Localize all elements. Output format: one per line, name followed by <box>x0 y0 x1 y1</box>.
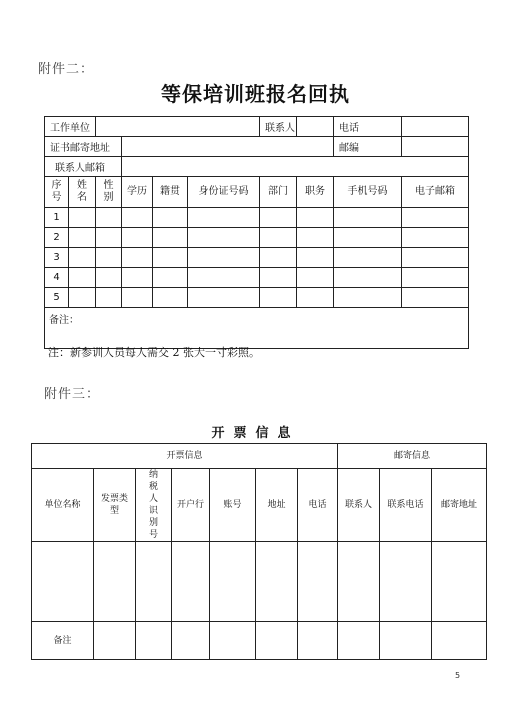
table-cell[interactable] <box>188 288 260 308</box>
table-cell[interactable] <box>153 228 188 248</box>
table-cell[interactable] <box>260 248 297 268</box>
invoice-column-header: 地址 <box>256 469 298 542</box>
table-cell[interactable] <box>69 208 96 228</box>
table-cell[interactable] <box>338 622 380 660</box>
postcode-field[interactable] <box>402 137 469 157</box>
invoice-group-header: 开票信息 <box>32 444 338 469</box>
invoice-column-header: 联系电话 <box>380 469 432 542</box>
table-row <box>45 288 469 308</box>
table-cell[interactable] <box>298 542 338 622</box>
cert-address-field[interactable] <box>122 137 334 157</box>
mail-group-header: 邮寄信息 <box>338 444 487 469</box>
form-column-header: 身份证号码 <box>188 177 260 208</box>
table-cell[interactable] <box>210 622 256 660</box>
table-cell[interactable] <box>298 622 338 660</box>
table-cell[interactable] <box>69 248 96 268</box>
table-cell[interactable] <box>188 268 260 288</box>
table-cell[interactable] <box>338 542 380 622</box>
invoice-header-row <box>32 469 487 542</box>
invoice-column-header: 电话 <box>298 469 338 542</box>
table-cell[interactable] <box>172 622 210 660</box>
table-cell[interactable] <box>260 268 297 288</box>
table-cell[interactable] <box>153 208 188 228</box>
invoice-column-header: 联系人 <box>338 469 380 542</box>
table-cell[interactable] <box>94 542 136 622</box>
invoice-column-header: 账号 <box>210 469 256 542</box>
table-cell[interactable] <box>153 248 188 268</box>
form-column-header: 学历 <box>122 177 153 208</box>
phone-field[interactable] <box>402 117 469 137</box>
table-row <box>45 228 469 248</box>
form-column-header: 部门 <box>260 177 297 208</box>
photo-note: 注：新参训人员每人需交 2 张大一寸彩照。 <box>48 346 260 359</box>
table-cell[interactable] <box>69 288 96 308</box>
table-cell[interactable] <box>297 288 334 308</box>
table-cell[interactable] <box>402 208 469 228</box>
contact-label: 联系人 <box>260 117 297 137</box>
contact-field[interactable] <box>297 117 334 137</box>
form-column-header: 职务 <box>297 177 334 208</box>
table-row <box>45 248 469 268</box>
table-cell[interactable] <box>432 622 487 660</box>
table-cell[interactable] <box>96 208 122 228</box>
form-column-header: 序号 <box>45 177 69 208</box>
table-cell[interactable] <box>32 542 94 622</box>
invoice-column-header: 纳税人识别号 <box>136 469 172 542</box>
invoice-column-header: 单位名称 <box>32 469 94 542</box>
invoice-column-header: 开户行 <box>172 469 210 542</box>
invoice-column-header: 发票类型 <box>94 469 136 542</box>
contact-email-field[interactable] <box>122 157 469 177</box>
invoice-title: 开票信息 <box>211 426 300 441</box>
form-row-email <box>45 157 469 177</box>
row-number: 4 <box>45 268 69 288</box>
table-row <box>45 268 469 288</box>
cert-address-label: 证书邮寄地址 <box>45 137 122 157</box>
form-body <box>45 208 469 308</box>
table-cell[interactable] <box>153 288 188 308</box>
table-cell[interactable] <box>402 248 469 268</box>
table-cell[interactable] <box>136 542 172 622</box>
table-cell[interactable] <box>260 228 297 248</box>
contact-email-label: 联系人邮箱 <box>45 157 122 177</box>
table-cell[interactable] <box>122 208 153 228</box>
table-cell[interactable] <box>188 248 260 268</box>
work-unit-label: 工作单位 <box>45 117 96 137</box>
table-cell[interactable] <box>402 268 469 288</box>
row-number: 2 <box>45 228 69 248</box>
table-cell[interactable] <box>188 228 260 248</box>
form-row-remark <box>45 308 469 349</box>
work-unit-field[interactable] <box>96 117 260 137</box>
table-cell[interactable] <box>334 248 402 268</box>
table-cell[interactable] <box>69 268 96 288</box>
table-cell[interactable] <box>256 622 298 660</box>
registration-form-table <box>44 116 469 349</box>
invoice-remark-label: 备注 <box>32 622 94 660</box>
table-cell[interactable] <box>96 268 122 288</box>
table-cell[interactable] <box>380 622 432 660</box>
table-cell[interactable] <box>94 622 136 660</box>
form-column-header: 姓名 <box>69 177 96 208</box>
registration-form-title: 等保培训班报名回执 <box>161 82 350 106</box>
invoice-remark-row <box>32 622 487 660</box>
attachment-2-label: 附件二： <box>38 62 95 77</box>
invoice-table <box>31 443 487 660</box>
row-number: 1 <box>45 208 69 228</box>
invoice-group-row <box>32 444 487 469</box>
table-cell[interactable] <box>297 248 334 268</box>
table-cell[interactable] <box>334 228 402 248</box>
table-cell[interactable] <box>136 622 172 660</box>
table-cell[interactable] <box>122 228 153 248</box>
table-cell[interactable] <box>260 208 297 228</box>
table-cell[interactable] <box>153 268 188 288</box>
table-cell[interactable] <box>260 288 297 308</box>
form-row-address <box>45 137 469 157</box>
table-cell[interactable] <box>172 542 210 622</box>
table-cell[interactable] <box>432 542 487 622</box>
table-row <box>45 208 469 228</box>
table-cell[interactable] <box>188 208 260 228</box>
table-cell[interactable] <box>297 208 334 228</box>
form-column-header: 手机号码 <box>334 177 402 208</box>
table-cell[interactable] <box>334 268 402 288</box>
table-cell[interactable] <box>380 542 432 622</box>
row-number: 3 <box>45 248 69 268</box>
table-cell[interactable] <box>210 542 256 622</box>
table-cell[interactable] <box>96 228 122 248</box>
remark-field[interactable]: 备注： <box>45 308 469 349</box>
table-cell[interactable] <box>122 268 153 288</box>
table-cell[interactable] <box>402 288 469 308</box>
table-cell[interactable] <box>334 288 402 308</box>
postcode-label: 邮编 <box>334 137 402 157</box>
row-number: 5 <box>45 288 69 308</box>
form-header-row <box>45 177 469 208</box>
form-row-work-unit <box>45 117 469 137</box>
table-cell[interactable] <box>96 248 122 268</box>
table-cell[interactable] <box>69 228 96 248</box>
form-column-header: 电子邮箱 <box>402 177 469 208</box>
form-column-header: 性别 <box>96 177 122 208</box>
table-cell[interactable] <box>122 248 153 268</box>
table-cell[interactable] <box>402 228 469 248</box>
invoice-column-header: 邮寄地址 <box>432 469 487 542</box>
table-cell[interactable] <box>256 542 298 622</box>
attachment-3-label: 附件三： <box>44 387 101 402</box>
form-column-header: 籍贯 <box>153 177 188 208</box>
page-number: 5 <box>455 671 461 680</box>
table-cell[interactable] <box>297 228 334 248</box>
table-cell[interactable] <box>334 208 402 228</box>
phone-label: 电话 <box>334 117 402 137</box>
table-cell[interactable] <box>297 268 334 288</box>
invoice-entry-row <box>32 542 487 622</box>
table-cell[interactable] <box>122 288 153 308</box>
table-cell[interactable] <box>96 288 122 308</box>
